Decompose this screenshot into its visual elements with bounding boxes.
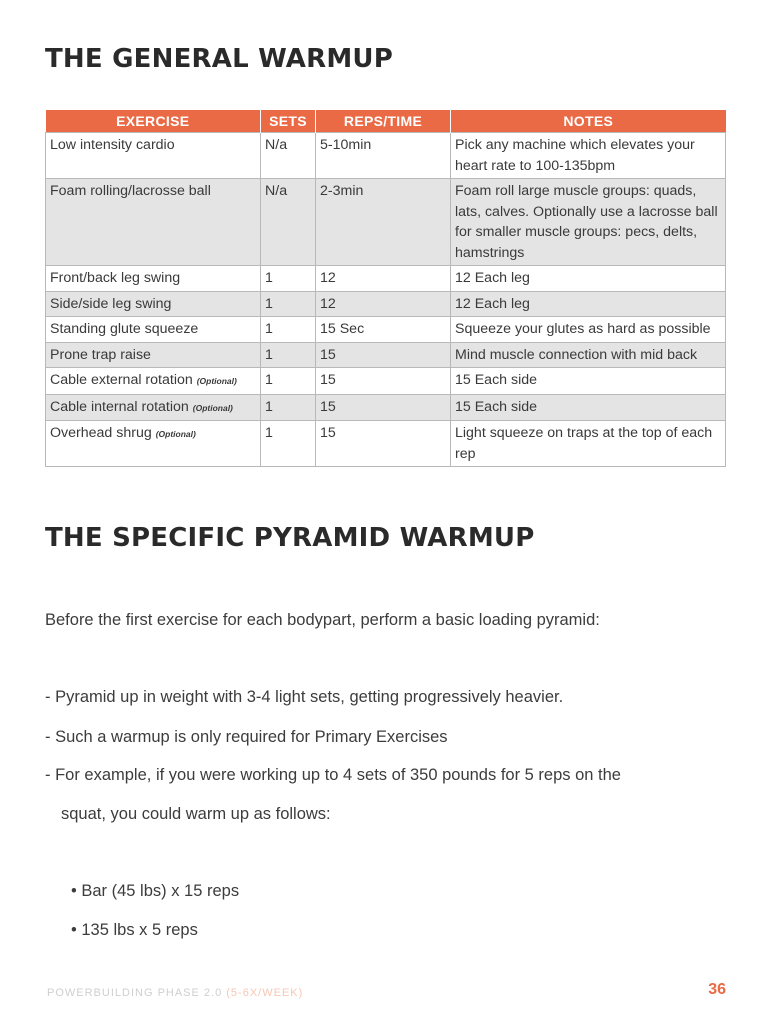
page-title-general-warmup: THE GENERAL WARMUP (45, 44, 393, 74)
sub-bullet-135: • 135 lbs x 5 reps (71, 921, 198, 939)
cell-sets: 1 (261, 394, 316, 421)
exercise-name: Cable internal rotation (50, 398, 193, 415)
cell-exercise (46, 266, 261, 292)
cell-notes: 12 Each leg (451, 266, 726, 292)
sub-bullet-bar: • Bar (45 lbs) x 15 reps (71, 882, 240, 900)
cell-exercise (46, 368, 261, 395)
cell-exercise (46, 317, 261, 343)
intro-text: Before the first exercise for each bodypart, perform a basic loading pyramid: (45, 611, 600, 629)
warmup-table (45, 110, 726, 467)
cell-reps: 5-10min (316, 133, 451, 179)
table-row (46, 133, 726, 179)
cell-reps: 15 (316, 342, 451, 368)
optional-tag: (Optional) (196, 376, 237, 386)
cell-sets: 1 (261, 421, 316, 467)
header-exercise: EXERCISE (46, 110, 261, 133)
table-row (46, 421, 726, 467)
cell-exercise (46, 291, 261, 317)
exercise-name: Standing glute squeeze (50, 321, 199, 337)
cell-notes: Squeeze your glutes as hard as possible (451, 317, 726, 343)
exercise-name: Side/side leg swing (50, 295, 172, 312)
cell-sets: 1 (261, 291, 316, 317)
cell-reps: 15 (316, 421, 451, 467)
cell-sets: 1 (261, 317, 316, 343)
bullet-example-continued: squat, you could warm up as follows: (61, 805, 331, 823)
cell-sets: N/a (261, 179, 316, 266)
cell-exercise (46, 133, 261, 179)
cell-reps: 15 Sec (316, 317, 451, 343)
cell-notes: 12 Each leg (451, 291, 726, 317)
cell-exercise (46, 421, 261, 467)
cell-exercise (46, 394, 261, 421)
bullet-primary: - Such a warmup is only required for Primary Exercises (45, 728, 448, 746)
cell-sets: 1 (261, 368, 316, 395)
section-title-specific-warmup: THE SPECIFIC PYRAMID WARMUP (45, 523, 535, 553)
table-row (46, 291, 726, 317)
footer-program-variant: (5-6X/WEEK) (226, 987, 304, 999)
header-sets: SETS (261, 110, 316, 133)
cell-sets: 1 (261, 342, 316, 368)
table-row (46, 368, 726, 395)
cell-notes: Foam roll large muscle groups: quads, lats, calves. Optionally use a lacrosse ball for smaller muscle groups: pecs, delts, hamstrings (451, 179, 726, 266)
cell-notes: 15 Each side (451, 368, 726, 395)
exercise-name: Foam rolling/lacrosse ball (50, 183, 211, 199)
cell-reps: 12 (316, 266, 451, 292)
bullet-pyramid: - Pyramid up in weight with 3-4 light sets, getting progressively heavier. (45, 688, 564, 706)
exercise-name: Prone trap raise (50, 346, 151, 363)
cell-notes: Light squeeze on traps at the top of each rep (451, 421, 726, 467)
exercise-name: Front/back leg swing (50, 270, 181, 286)
table-row (46, 394, 726, 421)
cell-notes: Pick any machine which elevates your heart rate to 100-135bpm (451, 133, 726, 179)
exercise-name: Overhead shrug (50, 425, 156, 441)
table-row (46, 179, 726, 266)
cell-exercise (46, 342, 261, 368)
exercise-name: Low intensity cardio (50, 137, 175, 153)
table-header-row (46, 110, 726, 133)
cell-notes: Mind muscle connection with mid back (451, 342, 726, 368)
cell-notes: 15 Each side (451, 394, 726, 421)
cell-sets: N/a (261, 133, 316, 179)
cell-reps: 15 (316, 394, 451, 421)
table-row (46, 342, 726, 368)
header-reps-time: REPS/TIME (316, 110, 451, 133)
cell-reps: 12 (316, 291, 451, 317)
footer-program-name: POWERBUILDING PHASE 2.0 (47, 987, 227, 999)
bullet-example: - For example, if you were working up to 4 sets of 350 pounds for 5 reps on the (45, 766, 621, 784)
cell-reps: 2-3min (316, 179, 451, 266)
table-row (46, 317, 726, 343)
cell-sets: 1 (261, 266, 316, 292)
header-notes: NOTES (451, 110, 726, 133)
page-number: 36 (708, 981, 726, 998)
table-body (46, 133, 726, 467)
cell-reps: 15 (316, 368, 451, 395)
footer-program (47, 987, 303, 999)
cell-exercise (46, 179, 261, 266)
exercise-name: Cable external rotation (50, 372, 197, 388)
optional-tag: (Optional) (155, 429, 196, 439)
table-row (46, 266, 726, 292)
optional-tag: (Optional) (192, 402, 233, 413)
